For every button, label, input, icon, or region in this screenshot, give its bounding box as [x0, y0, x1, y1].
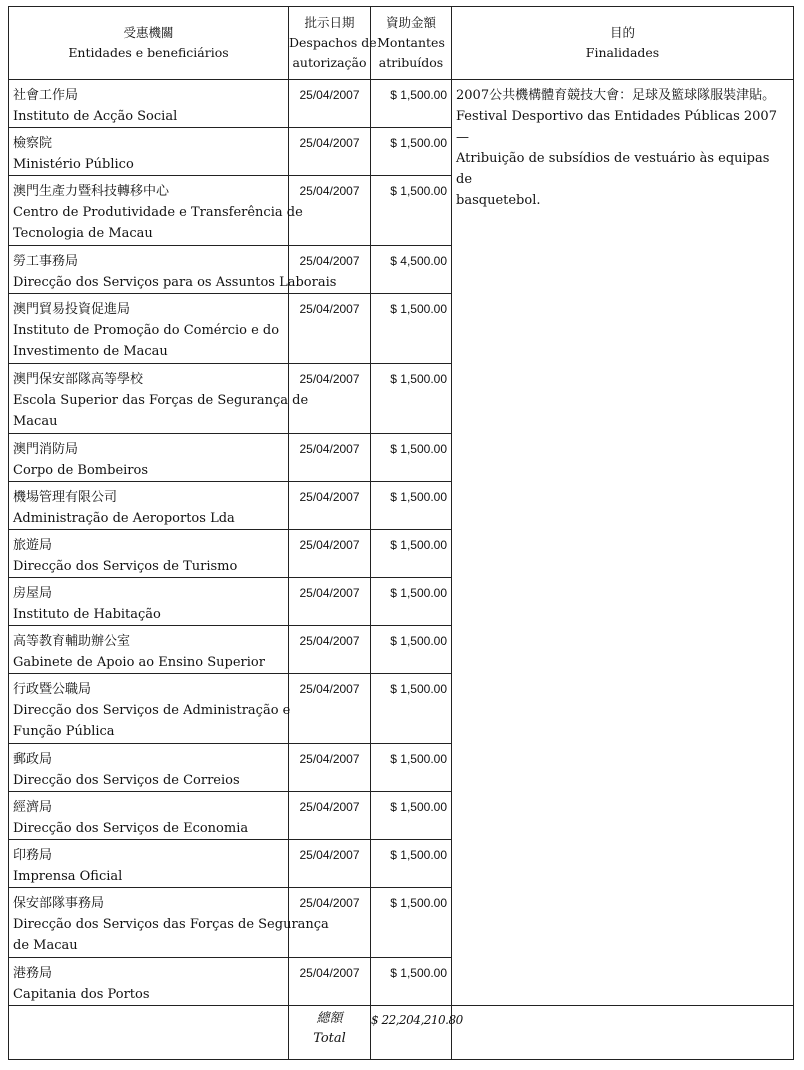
- header-purpose: [452, 7, 794, 80]
- approval-date: 25/04/2007: [289, 674, 371, 744]
- entity-name-pt: Imprensa Oficial: [13, 869, 123, 884]
- entity-cell: [9, 578, 289, 626]
- entity-name-zh: 保安部隊事務局: [13, 896, 105, 911]
- entity-name-pt: Capitania dos Portos: [13, 987, 150, 1002]
- entity-name-pt: Ministério Público: [13, 157, 134, 172]
- header-row: [9, 7, 794, 80]
- purpose-text: 2007公共機構體育競技大會：足球及籃球隊服裝津貼。: [456, 88, 776, 103]
- entity-cell: [9, 744, 289, 792]
- header-amount-pt-2: atribuídos: [378, 55, 444, 70]
- approval-date: 25/04/2007: [289, 578, 371, 626]
- approval-date: 25/04/2007: [289, 626, 371, 674]
- header-amount: [371, 7, 452, 80]
- entity-cell: [9, 888, 329, 958]
- header-entity-zh: 受惠機關: [123, 25, 174, 40]
- header-purpose-pt: Finalidades: [585, 45, 660, 60]
- amount-granted: $ 1,500.00: [371, 792, 452, 840]
- entity-name-zh: 機場管理有限公司: [13, 490, 118, 505]
- amount-granted: $ 1,500.00: [371, 840, 452, 888]
- entity-cell: [9, 792, 289, 840]
- entity-name-zh: 印務局: [13, 848, 53, 863]
- amount-granted: $ 1,500.00: [371, 176, 452, 246]
- entity-name-pt: Escola Superior das Forças de Segurança de: [13, 393, 309, 408]
- entity-name-zh: 澳門保安部隊高等學校: [13, 372, 144, 387]
- amount-granted: $ 1,500.00: [371, 958, 452, 1006]
- entity-name-zh: 港務局: [13, 966, 53, 981]
- amount-granted: $ 1,500.00: [371, 530, 452, 578]
- approval-date: 25/04/2007: [289, 958, 371, 1006]
- total-empty-cell: [9, 1006, 289, 1060]
- approval-date: 25/04/2007: [289, 434, 371, 482]
- entity-name-pt: Instituto de Promoção do Comércio e do: [13, 323, 280, 338]
- approval-date: 25/04/2007: [289, 840, 371, 888]
- entity-name-pt: Direcção dos Serviços de Administração e: [13, 703, 291, 718]
- entity-cell: [9, 294, 289, 364]
- amount-granted: $ 1,500.00: [371, 888, 452, 958]
- amount-granted: $ 1,500.00: [371, 482, 452, 530]
- entity-name-zh: 高等教育輔助辦公室: [13, 634, 131, 649]
- header-date-pt-2: autorização: [292, 55, 367, 70]
- total-label-zh: 總額: [316, 1011, 343, 1026]
- approval-date: 25/04/2007: [289, 530, 371, 578]
- header-amount-zh: 資助金額: [385, 15, 436, 30]
- entity-cell: [9, 434, 289, 482]
- entity-cell: [9, 530, 289, 578]
- header-date-zh: 批示日期: [304, 15, 355, 30]
- table-body: [9, 80, 794, 1060]
- entity-cell: [9, 674, 289, 744]
- entity-name-zh: 勞工事務局: [13, 254, 79, 269]
- amount-granted: $ 1,500.00: [371, 626, 452, 674]
- amount-granted: $ 1,500.00: [371, 674, 452, 744]
- entity-name-zh: 澳門貿易投資促進局: [13, 302, 131, 317]
- entity-cell: [9, 626, 289, 674]
- approval-date: 25/04/2007: [289, 294, 371, 364]
- entity-name-zh: 經濟局: [13, 800, 53, 815]
- amount-granted: $ 1,500.00: [371, 80, 452, 128]
- entity-name-pt: Investimento de Macau: [13, 344, 168, 359]
- entity-name-pt: Corpo de Bombeiros: [13, 463, 149, 478]
- header-entity: [9, 7, 289, 80]
- approval-date: 25/04/2007: [289, 246, 371, 294]
- header-date: [289, 7, 377, 80]
- amount-granted: $ 1,500.00: [371, 578, 452, 626]
- approval-date: 25/04/2007: [289, 364, 371, 434]
- entity-name-pt: Direcção dos Serviços de Turismo: [13, 559, 238, 574]
- header-purpose-zh: 目的: [609, 25, 635, 40]
- approval-date: 25/04/2007: [289, 128, 371, 176]
- entity-name-pt: Gabinete de Apoio ao Ensino Superior: [13, 655, 265, 670]
- amount-granted: $ 1,500.00: [371, 128, 452, 176]
- entity-name-pt: Direcção dos Serviços para os Assuntos Laborais: [13, 275, 337, 290]
- entity-cell: [9, 176, 303, 246]
- purpose-text: Festival Desportivo das Entidades Públicas 2007 —: [456, 109, 777, 145]
- entity-name-pt: Administração de Aeroportos Lda: [13, 511, 235, 526]
- total-row: [9, 1006, 794, 1060]
- table-row: [9, 80, 794, 128]
- entity-name-pt: Instituto de Habitação: [13, 607, 161, 622]
- approval-date: 25/04/2007: [289, 482, 371, 530]
- entity-name-pt: Função Pública: [13, 724, 115, 739]
- entity-name-pt: Centro de Produtividade e Transferência de: [13, 205, 303, 220]
- header-entity-pt: Entidades e beneficiários: [68, 45, 229, 60]
- entity-name-pt: Direcção dos Serviços de Economia: [13, 821, 249, 836]
- approval-date: 25/04/2007: [289, 792, 371, 840]
- purpose-cell: [452, 80, 794, 1006]
- entity-name-zh: 郵政局: [13, 752, 53, 767]
- entity-name-zh: 房屋局: [13, 586, 53, 601]
- entity-name-pt: Macau: [13, 414, 58, 429]
- entity-cell: [9, 958, 289, 1006]
- purpose-text: Atribuição de subsídios de vestuário às equipas de: [456, 151, 770, 187]
- entity-name-zh: 行政暨公職局: [13, 682, 92, 697]
- entity-cell: [9, 482, 289, 530]
- amount-granted: $ 1,500.00: [371, 364, 452, 434]
- total-label: [289, 1006, 371, 1060]
- amount-granted: $ 1,500.00: [371, 744, 452, 792]
- approval-date: 25/04/2007: [289, 80, 371, 128]
- amount-granted: $ 4,500.00: [371, 246, 452, 294]
- purpose-text: basquetebol.: [456, 193, 541, 208]
- entity-name-pt: Direcção dos Serviços de Correios: [13, 773, 240, 788]
- approval-date: 25/04/2007: [289, 176, 371, 246]
- amount-granted: $ 1,500.00: [371, 434, 452, 482]
- total-amount: $ 22,204,210.80: [371, 1006, 452, 1060]
- entity-name-pt: Tecnologia de Macau: [13, 226, 153, 241]
- entity-cell: [9, 80, 289, 128]
- entity-name-zh: 澳門生產力暨科技轉移中心: [13, 184, 170, 199]
- entity-name-pt: de Macau: [13, 938, 78, 953]
- entity-name-zh: 澳門消防局: [13, 442, 79, 457]
- header-date-pt-1: Despachos de: [289, 35, 377, 50]
- approval-date: 25/04/2007: [289, 744, 371, 792]
- entity-name-zh: 檢察院: [13, 136, 53, 151]
- entity-name-zh: 旅遊局: [13, 538, 53, 553]
- header-amount-pt-1: Montantes: [377, 35, 445, 50]
- entity-cell: [9, 364, 309, 434]
- total-purpose-empty-cell: [452, 1006, 794, 1060]
- entity-cell: [9, 128, 289, 176]
- entity-name-zh: 社會工作局: [13, 88, 79, 103]
- approval-date: 25/04/2007: [289, 888, 371, 958]
- total-label-pt: Total: [313, 1031, 346, 1046]
- entity-name-pt: Instituto de Acção Social: [13, 109, 178, 124]
- entity-name-pt: Direcção dos Serviços das Forças de Segurança: [13, 917, 329, 932]
- grants-table: [8, 6, 794, 1060]
- amount-granted: $ 1,500.00: [371, 294, 452, 364]
- entity-cell: [9, 840, 289, 888]
